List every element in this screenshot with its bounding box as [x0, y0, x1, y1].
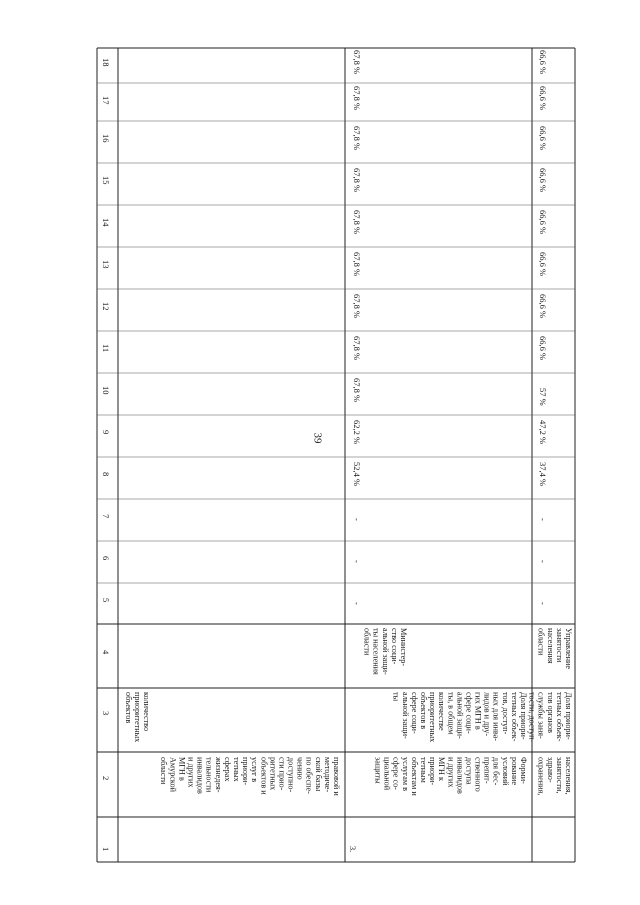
row4-col11: 66,6 % — [538, 336, 549, 361]
header-col-7: 7 — [101, 514, 112, 519]
row3-col9: 62,2 % — [352, 420, 363, 445]
row3-col7: - — [352, 518, 363, 521]
row4-col2: населения, занятости, здраво- охранения, — [536, 757, 573, 796]
row3-col16: 67,8 % — [352, 126, 363, 151]
row4-col15: 66,6 % — [538, 168, 549, 193]
row4-col4: Управление занятости населения области — [536, 628, 573, 670]
row3-col1: 3. — [348, 846, 358, 853]
header-col-11: 11 — [101, 344, 112, 353]
header-col-13: 13 — [101, 260, 112, 269]
row3-col11: 67,8 % — [352, 336, 363, 361]
header-col-3: 3 — [101, 711, 112, 716]
header-col-15: 15 — [101, 176, 112, 185]
row3-col10: 67,8 % — [352, 378, 363, 403]
row3-col3: Доля приори- тетных объек- тов, доступ- ных для инва- лидов и дру- гих МГН в сфере соци- альной защи- ты, в общем количестве приоритетных объектов в сфере соци- альной защи- ты — [391, 692, 528, 743]
row4-col10: 57 % — [538, 388, 549, 406]
header-col-9: 9 — [101, 430, 112, 435]
header-col-18: 18 — [101, 58, 112, 67]
row3-col18: 67,8 % — [352, 50, 363, 75]
header-col-16: 16 — [101, 134, 112, 143]
row4-col6: - — [538, 560, 549, 563]
row1-col3: количество приоритетных объектов — [123, 692, 151, 743]
row3-col17: 67,8 % — [352, 86, 363, 111]
row3-col2: Форми- рование условий для бес- препят- ственного доступа инвалидов и других МГН к приори- тетным объектам и услугам в сфере со- циальной защиты — [373, 757, 528, 796]
row3-col13: 67,8 % — [352, 252, 363, 277]
header-col-1: 1 — [101, 847, 112, 852]
row4-col14: 66,6 % — [538, 210, 549, 235]
row3-col14: 67,8 % — [352, 210, 363, 235]
row1-col2: правовой и методиче- ской базы по обеспе- чению доступно- сти прио- ритетных объектов и услуг в приори- тетных сферах жизнедея- тельности инвалидов и других МГН в Амурской области — [159, 757, 341, 796]
header-col-6: 6 — [101, 556, 112, 561]
row4-col13: 66,6 % — [538, 252, 549, 277]
row4-col17: 66,6 % — [538, 86, 549, 111]
header-col-17: 17 — [101, 96, 112, 105]
row4-col18: 66,6 % — [538, 50, 549, 75]
header-col-12: 12 — [101, 302, 112, 311]
row4-col5: - — [538, 602, 549, 605]
row4-col12: 66,6 % — [538, 294, 549, 319]
page-number: 39 — [311, 432, 324, 444]
header-col-4: 4 — [101, 650, 112, 655]
row3-col8: 52,4 % — [352, 462, 363, 487]
row3-col6: - — [352, 560, 363, 563]
row4-col7: - — [538, 518, 549, 521]
row4-col8: 37,4 % — [538, 462, 549, 487]
header-col-2: 2 — [101, 776, 112, 781]
row3-col4: Министер- ство соци- альной защи- ты населения области — [362, 628, 408, 675]
row3-col5: - — [352, 602, 363, 605]
row3-col12: 67,8 % — [352, 294, 363, 319]
row4-col16: 66,6 % — [538, 126, 549, 151]
header-col-5: 5 — [101, 598, 112, 603]
header-col-10: 10 — [101, 386, 112, 395]
row4-col3: Доля приори- тетных объек- тов органов службы заня- тости, доступ- — [527, 692, 573, 743]
row3-col15: 67,8 % — [352, 168, 363, 193]
header-col-8: 8 — [101, 472, 112, 477]
header-col-14: 14 — [101, 218, 112, 227]
row4-col9: 47,2 % — [538, 420, 549, 445]
